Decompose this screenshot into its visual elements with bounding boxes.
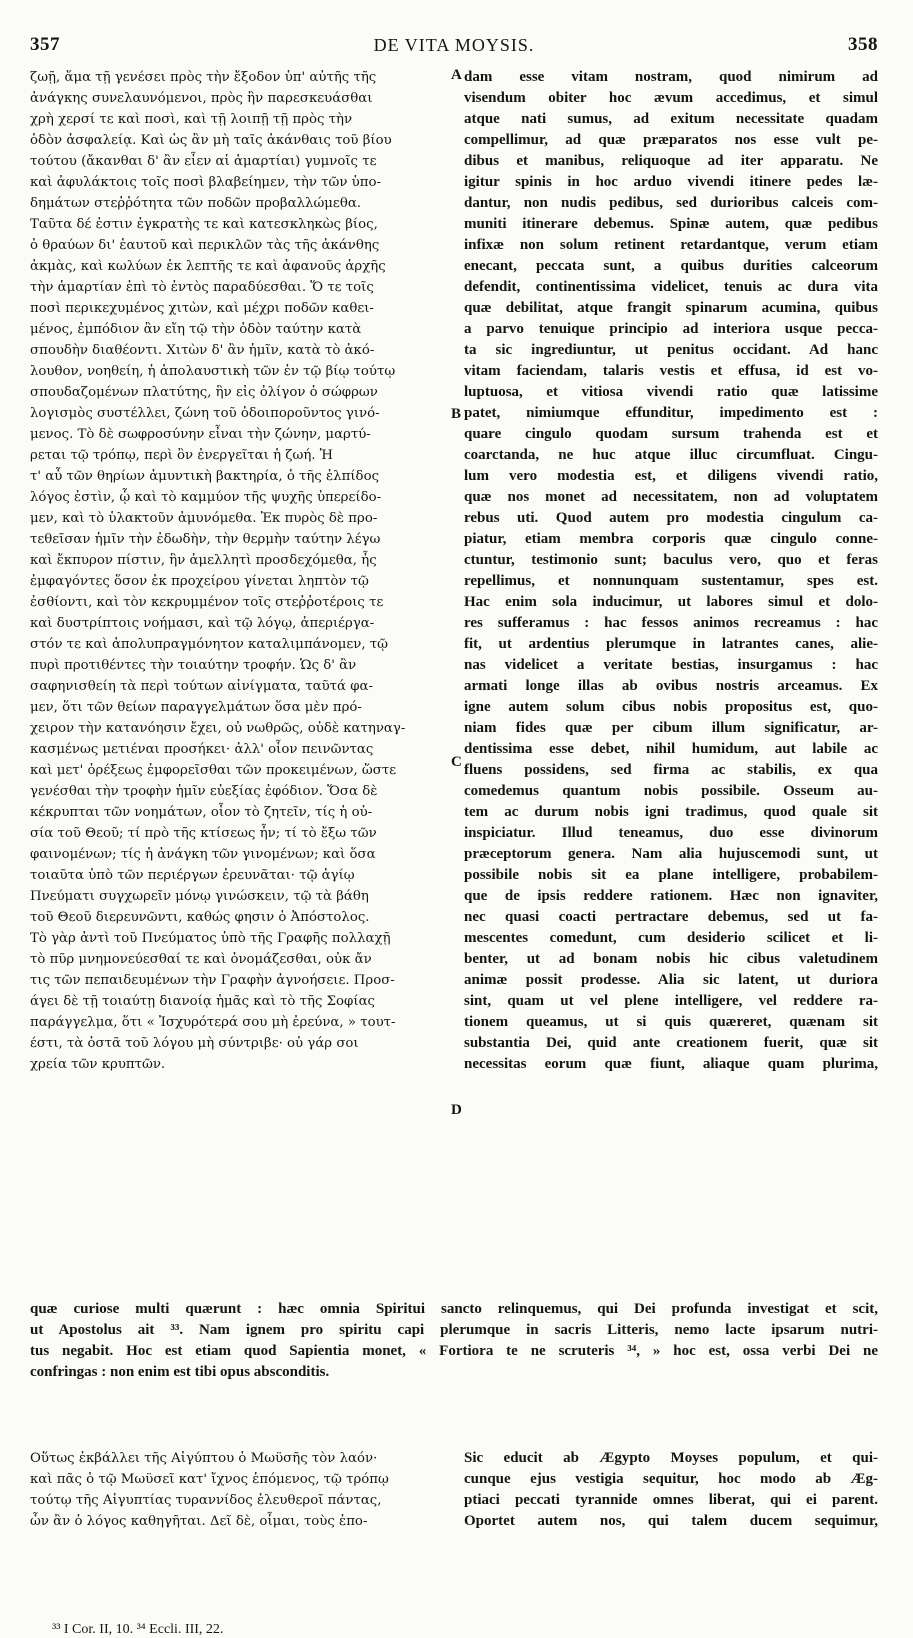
text-line: καὶ ἔκπυρον πίστιν, ἣν ἀμελλητὶ προσδεχόμεθα, ἧς <box>30 553 377 568</box>
text-line: λουθον, νοηθείη, ἡ ἀπολαυστικὴ τῶν ἐν τῷ βίῳ τούτῳ <box>30 364 396 379</box>
text-line: ὁ θραύων δι' ἑαυτοῦ καὶ περικλῶν τὰς τῆς ἀκάνθης <box>30 238 380 253</box>
text-line: niam fides quæ per cibum illum significatur, ar- <box>464 720 878 736</box>
text-line: Πνεύματι συγχωρεῖν μόνῳ γινώσκειν, τῷ τὰ βάθη <box>30 889 369 904</box>
page-number-right: 358 <box>848 34 878 55</box>
section-marker-b: B <box>451 406 462 422</box>
text-line: καὶ μετ' ὀρέξεως ἐμφορεῖσθαι τῶν προκειμένων, ὥστε <box>30 763 397 778</box>
text-line: έστι, τὰ ὀστᾶ τοῦ λόγου μὴ σύντριβε· οὐ γάρ σοι <box>30 1036 359 1051</box>
text-line: σπουδαζομένων πλατύτης, ἣν εἰς ὀλίγον ὁ σώφρων <box>30 385 378 400</box>
text-line: σία τοῦ Θεοῦ; τί πρὸ τῆς κτίσεως ἦν; τί τὸ ἔξω τῶν <box>30 826 377 841</box>
text-line: benter, ut ad bonam nobis hic cibus valetudinem <box>464 951 878 967</box>
text-line: Οὕτως ἐκβάλλει τῆς Αἰγύπτου ὁ Μωϋσῆς τὸν λαόν· <box>30 1451 378 1466</box>
text-line: tus negabit. Hoc est etiam quod Sapientia monet, « Fortiora te ne scruteris ³⁴, » hoc est, ossa verbi Dei ne <box>30 1343 878 1359</box>
text-line: piatur, etiam membra corporis quæ cingulo conne- <box>464 531 878 547</box>
text-line: πυρὶ προτιθέντες τὴν τοιαύτην τροφήν. Ὡς δ' ἂν <box>30 658 357 673</box>
text-line: fit, ut ardentius plerumque in latrantes canes, alie- <box>464 636 878 652</box>
text-line: res sufferamus : hac fessos animos recreamus : hac <box>464 615 878 631</box>
running-title: DE VITA MOYSIS. <box>373 35 535 55</box>
text-line: sint, quam ut vel plene intelligere, vel reddere ra- <box>464 993 878 1009</box>
text-line: mescentes comedunt, cum desiderio scilicet et li- <box>464 930 878 946</box>
text-line: ptiaci peccati tyrannide omnes liberat, qui ei parent. <box>464 1492 878 1508</box>
text-line: præceptorum genera. Nam alia hujuscemodi sunt, ut <box>464 846 878 862</box>
text-line: repellimus, et nonnunquam sustentamur, spes est. <box>464 573 878 589</box>
text-line: fluens possidens, sed firma ac stabilis, ex qua <box>464 762 878 778</box>
text-line: a parvo tenuique principio ad interiora usque pecca- <box>464 321 878 337</box>
greek-column-main <box>30 67 448 1075</box>
text-line: γενέσθαι τὴν τροφὴν ἡμῖν εὐεξίας ἐφόδιον. Ὅσα δὲ <box>30 784 378 799</box>
text-line: inspiciatur. Illud teneamus, duo esse divinorum <box>464 825 878 841</box>
text-line: Hac enim sola inducimur, ut labores simul et dolo- <box>464 594 878 610</box>
text-line: λογισμὸς συστέλλει, ζώνη τοῦ ὁδοιποροῦντος γινό- <box>30 406 380 421</box>
text-line: μεν, καὶ τὸ ὑλακτοῦν ἀμυνόμεθα. Ἐκ πυρὸς δὲ προ- <box>30 511 378 526</box>
text-line: quæ curiose multi quærunt : hæc omnia Spiritui sancto relinquemus, qui Dei profunda investigat et scit, <box>30 1301 878 1317</box>
text-line: animæ possit prodesse. Alia sic latent, ut duriora <box>464 972 878 988</box>
text-line: coarctanda, ne huc atque illuc circumfluat. Cingu- <box>464 447 878 463</box>
latin-column-main <box>464 67 878 1075</box>
text-line: dibus et manibus, reliquoque ad iter apparatu. Ne <box>464 153 878 169</box>
text-line: σαφηνισθείη τὰ περὶ τούτων αἰνίγματα, ταῦτά φα- <box>30 679 374 694</box>
text-line: ctuntur, testimonio sunt; baculus vero, quo et feras <box>464 552 878 568</box>
text-line: κασμένως μετιέναι προσήκει· ἀλλ' οἷον πεινῶντας <box>30 742 374 757</box>
text-line: quæ debilitat, atque frangit spinarum acumina, quibus <box>464 300 878 316</box>
text-line: δημάτων στεῤῥότητα τῶν ποδῶν προβαλλώμεθα. <box>30 196 362 211</box>
text-line: dentissima esse debet, nihil humidum, aut labile ac <box>464 741 878 757</box>
text-line: infixæ non solum retinent retardantque, verum etiam <box>464 237 878 253</box>
text-line: tionem queamus, ut si quis quæreret, quænam sit <box>464 1014 878 1030</box>
text-line: τοιαῦτα ὑπὸ τῶν περιέργων ἐρευνᾶται· τῷ ἁγίῳ <box>30 868 355 883</box>
text-line: ρεται τῷ τρόπῳ, περὶ ὃν ἐνεργεῖται ἡ ζωή. Ἡ <box>30 448 333 463</box>
text-line: ἐμφαγόντες ὅσον ἐκ προχείρου γίνεται ληπτὸν τῷ <box>30 574 369 589</box>
text-line: κέκρυπται τῶν νοημάτων, οἷον τὸ ζητεῖν, τίς ἡ οὐ- <box>30 805 373 820</box>
text-line: καὶ πᾶς ὁ τῷ Μωϋσεῖ κατ' ἴχνος ἑπόμενος, τῷ τρόπῳ <box>30 1472 389 1487</box>
text-line: possibile nobis sit ea plane intelligere, probabilem- <box>464 867 878 883</box>
text-line: quæ nos monet ad necessitatem, non ad voluptatem <box>464 489 878 505</box>
text-line: dam esse vitam nostram, quod nimirum ad <box>464 69 878 85</box>
text-line: χρεία τῶν κρυπτῶν. <box>30 1057 166 1072</box>
text-line: substantia Dei, quid ante creationem fuerit, quæ sit <box>464 1035 878 1051</box>
text-line: στόν τε καὶ ἀπολυπραγμόνητον καταλιμπάνομεν, τῷ <box>30 637 389 652</box>
section-marker-d: D <box>451 1102 462 1118</box>
page-number-left: 357 <box>30 34 60 55</box>
text-line: luptuosa, et vitiosa vivendi ratio quæ latissime <box>464 384 878 400</box>
text-line: necessitas eorum quæ fiunt, aliaque quam plurima, <box>464 1056 878 1072</box>
text-line: muniti itinerare debemus. Spinæ autem, quæ pedibus <box>464 216 878 232</box>
text-line: λόγος ἐστὶν, ᾧ καὶ τὸ καμμύον τῆς ψυχῆς ὑπερείδο- <box>30 490 382 505</box>
text-line: καὶ δυστρίπτοις νοήμασι, καὶ τῷ λόγῳ, ἀπεριέργα- <box>30 616 375 631</box>
text-line: μένος, ἐμπόδιον ἂν εἴη τῷ τὴν ὁδὸν ταύτην κατὰ <box>30 322 362 337</box>
text-line: confringas : non enim est tibi opus absconditis. <box>30 1364 330 1380</box>
text-line: patet, nimiumque effunditur, impedimento est : <box>464 405 878 421</box>
section-marker-a: A <box>451 67 462 83</box>
text-line: χειρον τὴν κατανόησιν ἔχει, οὐ νωθρῶς, οὐδὲ κατηναγ- <box>30 721 406 736</box>
text-line: igne autem solum cibus nobis propositus est, quo- <box>464 699 878 715</box>
text-line: atque nati sumus, ad exitum necessitate quadam <box>464 111 878 127</box>
text-line: defendit, continentissima videlicet, tenuis ac dura vita <box>464 279 878 295</box>
text-line: τὸ πῦρ μνημονεύεσθαί τε καὶ ὀνομάζεσθαι, οὐκ ἄν <box>30 952 372 967</box>
text-line: τὴν ἁμαρτίαν ἐπὶ τὸ ἐντὸς παραδύεσθαι. Ὅ τε τοῖς <box>30 280 374 295</box>
text-line: μεν, ὅτι τῶν θείων παραγγελμάτων ὅσα μὲν πρό- <box>30 700 362 715</box>
text-line: enecant, peccata sunt, a quibus durities calceorum <box>464 258 878 274</box>
text-line: άγει δὲ τῇ τοιαύτῃ διανοίᾳ ἡμᾶς καὶ τὸ τῆς Σοφίας <box>30 994 375 1009</box>
text-line: ζωῇ, ἅμα τῇ γενέσει πρὸς τὴν ἔξοδον ὑπ' αὐτῆς τῆς <box>30 70 377 85</box>
text-line: rebus uti. Quod autem pro modestia cingulum ca- <box>464 510 878 526</box>
latin-full-width-paragraph <box>30 1299 878 1383</box>
footnotes: ³³ I Cor. II, 10. ³⁴ Eccli. III, 22. <box>52 1622 224 1637</box>
text-line: que de ipsis reddere rationem. Hæc non ignaviter, <box>464 888 878 904</box>
text-line: φαινομένων; τίς ἡ ἀνάγκη τῶν γινομένων; καὶ ὅσα <box>30 847 376 862</box>
text-line: vitam faciendam, talaris vestis et effusa, id est vo- <box>464 363 878 379</box>
latin-column-next <box>464 1448 878 1532</box>
text-line: Ταῦτα δέ ἐστιν ἐγκρατὴς τε καὶ κατεσκληκὼς βίος, <box>30 217 378 232</box>
text-line: χρὴ χερσί τε καὶ ποσὶ, καὶ τῇ λοιπῇ τῇ πρὸς τὴν <box>30 112 353 127</box>
text-line: quare cingulo quodam sursum trahenda est et <box>464 426 878 442</box>
text-line: ut Apostolus ait ³³. Nam ignem pro spiritu capi plerumque in sacris Litteris, nemo lacte ipsarum nutri- <box>30 1322 878 1338</box>
text-line: Oportet autem nos, qui talem ducem sequimur, <box>464 1513 878 1529</box>
text-line: Τὸ γὰρ ἀντὶ τοῦ Πνεύματος ὑπὸ τῆς Γραφῆς πολλαχῇ <box>30 931 391 946</box>
text-line: lum vero modestia est, et diligens vivendi ratio, <box>464 468 878 484</box>
text-line: ποσὶ περικεχυμένος χιτὼν, καὶ μέχρι ποδῶν καθει- <box>30 301 374 316</box>
text-line: ἀκμὰς, καὶ κωλύων ἐκ λεπτῆς τε καὶ ἀφανοῦς ἀρχῆς <box>30 259 386 274</box>
text-line: μενος. Τὸ δὲ σωφροσύνην εἶναι τὴν ζώνην, μαρτύ- <box>30 427 371 442</box>
text-line: armati longe illas ab ovibus nostris arceamus. Ex <box>464 678 878 694</box>
running-header <box>30 34 878 56</box>
section-marker-c: C <box>451 754 462 770</box>
text-line: τ' αὖ τῶν θηρίων ἀμυντικὴ βακτηρία, ὁ τῆς ἐλπίδος <box>30 469 380 484</box>
text-line: dantur, non nudis pedibus, sed durioribus calceis com- <box>464 195 878 211</box>
text-line: nas videlicet a veritate bestias, insurgamus : hac <box>464 657 878 673</box>
text-line: ὁδὸν ἀσφαλείᾳ. Καὶ ὡς ἂν μὴ ταῖς ἀκάνθαις τοῦ βίου <box>30 133 392 148</box>
text-line: τοῦ Θεοῦ διερευνῶντι, καθώς φησιν ὁ Ἀπόστολος. <box>30 910 370 925</box>
text-line: ἀνάγκης συνελαυνόμενοι, πρὸς ἣν παρεσκευάσθαι <box>30 91 373 106</box>
text-line: καὶ ἀφυλάκτοις τοῖς ποσὶ βλαβείημεν, τὴν τῶν ὑπο- <box>30 175 381 190</box>
text-line: nec quasi coacti pertractare debemus, sed ut fa- <box>464 909 878 925</box>
text-line: ἐσθίοντι, καὶ τὸν κεκρυμμένον τοῖς στεῤῥοτέροις τε <box>30 595 384 610</box>
text-line: σπουδὴν διαθέοντι. Χιτὼν δ' ἂν ἡμῖν, κατὰ τὸ ἀκό- <box>30 343 375 358</box>
text-line: παράγγελμα, ὅτι « Ἰσχυρότερά σου μὴ ἐρεύνα, » τουτ- <box>30 1015 396 1030</box>
text-line: comedemus quantum nobis possibile. Osseum au- <box>464 783 878 799</box>
text-line: Sic educit ab Ægypto Moyses populum, et qui- <box>464 1450 878 1466</box>
text-line: visendum obiter hoc ævum accedimus, et simul <box>464 90 878 106</box>
text-line: ta sic ingrediuntur, ut penitus occidant. Ad hanc <box>464 342 878 358</box>
text-line: ὧν ἂν ὁ λόγος καθηγῆται. Δεῖ δὲ, οἶμαι, τοὺς ἑπο- <box>30 1514 368 1529</box>
text-line: τούτῳ τῆς Αἰγυπτίας τυραννίδος ἐλευθεροῖ πάντας, <box>30 1493 382 1508</box>
text-line: cunque ejus vestigia sequitur, hoc modo ab Æg- <box>464 1471 878 1487</box>
text-line: igitur spinis in hoc arduo vivendi itinere pedes læ- <box>464 174 878 190</box>
text-line: τις τῶν πεπαιδευμένων τὴν Γραφὴν ἀγνοήσειε. Προσ- <box>30 973 395 988</box>
text-line: τεθεῖσαν ἡμῖν τὴν ἐδωδὴν, τὴν θερμὴν ταύτην λέγω <box>30 532 381 547</box>
greek-column-next <box>30 1448 448 1532</box>
text-line: compellimur, ad quæ præparatos nos esse vult pe- <box>464 132 878 148</box>
text-line: τούτου (ἄκανθαι δ' ἂν εἶεν αἱ ἁμαρτίαι) γυμνοῖς τε <box>30 154 377 169</box>
text-line: tem ac durum nobis igni tradimus, quod quale sit <box>464 804 878 820</box>
